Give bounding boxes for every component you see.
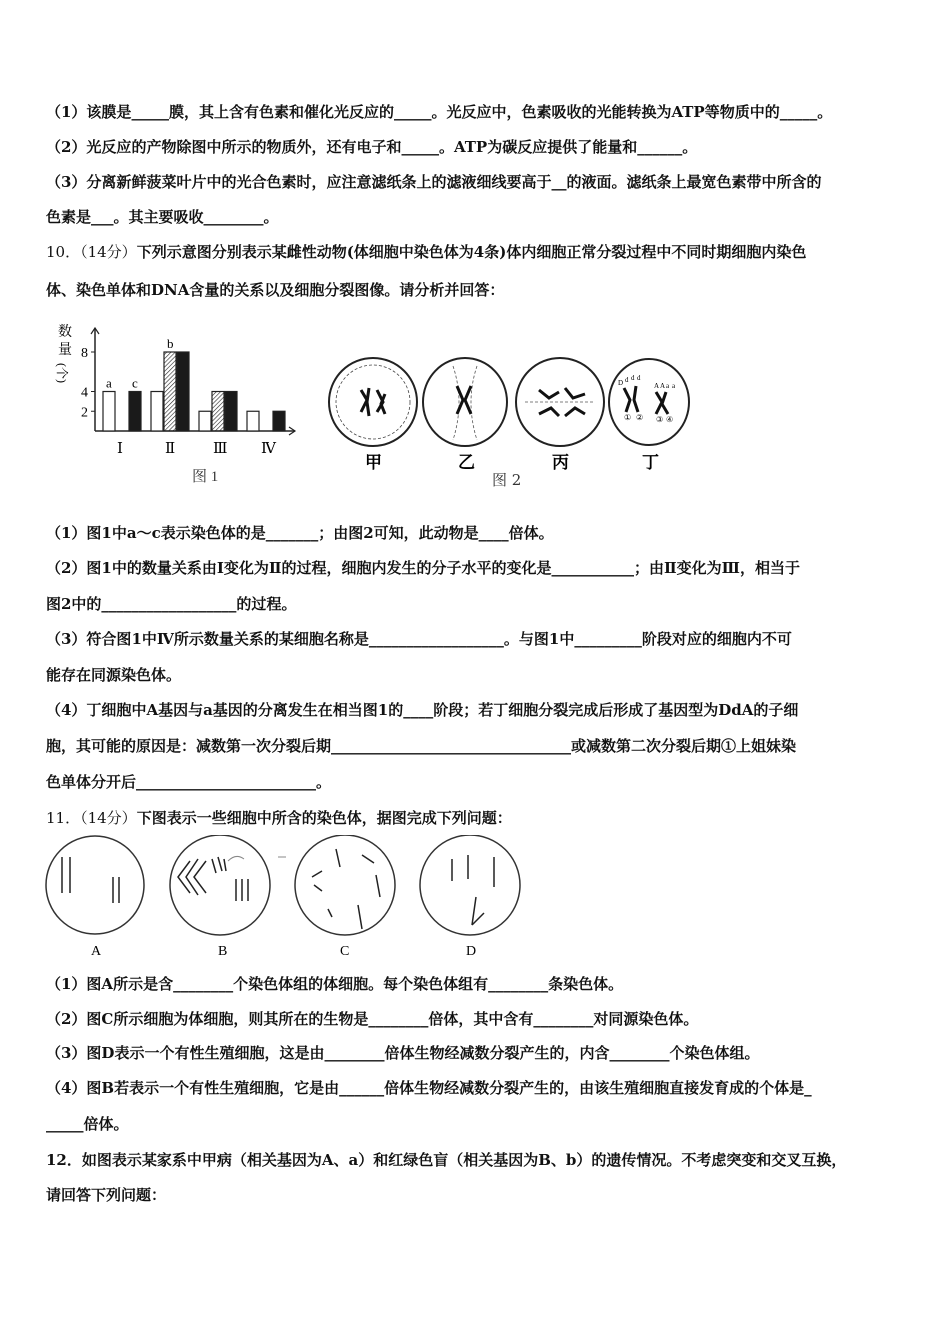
- q10-item-3: （3）符合图1中Ⅳ所示数量关系的某细胞名称是__________________。与图1中_________阶段对应的细胞内不可: [46, 630, 792, 648]
- ding-circled-3: ③: [656, 415, 664, 424]
- category-label: Ⅰ: [117, 441, 123, 457]
- bar-b-2: [164, 352, 176, 431]
- figure-1-bar-chart: [50, 320, 310, 490]
- bar-a-2: [151, 392, 163, 432]
- ding-gene-7: a: [666, 382, 670, 390]
- y-axis-label-2: 量: [58, 343, 72, 358]
- figure-2-cell-division: [325, 350, 625, 495]
- ding-gene-8: a: [672, 382, 676, 390]
- cell-ding-figure: [604, 352, 699, 497]
- cell-bing-label: 丙: [552, 453, 569, 472]
- cell-d: [420, 835, 520, 959]
- cell-d-label: D: [466, 944, 477, 959]
- q11-stem: [46, 808, 512, 828]
- cell-jia-label: 甲: [365, 453, 382, 472]
- q10-stem-text: 下列示意图分别表示某雌性动物(体细胞中染色体为4条)体内细胞正常分裂过程中不同时期细胞内染色: [136, 243, 807, 261]
- q10-item-1: （1）图1中a～c表示染色体的是_______；由图2可知，此动物是____倍体。: [46, 524, 554, 542]
- cell-yi-label: 乙: [458, 453, 475, 472]
- bar-c-3: [225, 392, 237, 432]
- figure-chromosome-cells: [40, 835, 530, 965]
- y-tick-label: 4: [81, 385, 88, 401]
- q11-stem-text: 下图表示一些细胞中所含的染色体，据图完成下列问题：: [136, 809, 512, 827]
- series-label-a: a: [106, 375, 112, 391]
- ding-gene-6: A: [660, 382, 666, 390]
- q11-number: 11．: [46, 809, 81, 827]
- y-tick-label: 8: [81, 346, 88, 361]
- q10-item-4-cont1: 胞，其可能的原因是：减数第一次分裂后期________________________________或减数第二次分裂后期①上姐妹染: [46, 737, 797, 755]
- y-tick-label: 2: [81, 405, 88, 421]
- q12-stem-line1: 12．如图表示某家系中甲病（相关基因为A、a）和红绿色盲（相关基因为B、b）的遗传情况。不考虑突变和交叉互换，: [46, 1151, 847, 1169]
- q11-item-2: （2）图C所示细胞为体细胞，则其所在的生物是________倍体，其中含有________对同源染色体。: [46, 1010, 699, 1028]
- q11-item-3: （3）图D表示一个有性生殖细胞，这是由________倍体生物经减数分裂产生的，内含________个染色体组。: [46, 1044, 760, 1062]
- figure-1-caption: 图 1: [192, 469, 219, 485]
- q12-stem-line2: 请回答下列问题：: [46, 1186, 167, 1204]
- q9-item-3-cont: 色素是___。其主要吸收________。: [46, 208, 279, 226]
- ding-circled-2: ②: [636, 413, 644, 422]
- q10-score: （14分）: [80, 243, 137, 261]
- bar-c-4: [273, 411, 285, 431]
- q9-item-1: （1）该膜是_____膜，其上含有色素和催化光反应的_____。光反应中，色素吸收的光能转换为ATP等物质中的_____。: [46, 103, 833, 121]
- cell-yi: [423, 358, 507, 472]
- ding-gene-2: d: [625, 376, 629, 384]
- q9-item-3: （3）分离新鲜菠菜叶片中的光合色素时，应注意滤纸条上的滤液细线要高于__的液面。滤纸条上最宽色素带中所含的: [46, 173, 822, 191]
- series-label-b: b: [167, 336, 174, 351]
- bar-c-2: [177, 352, 189, 431]
- cell-b: [170, 835, 286, 959]
- q10-item-2-cont: 图2中的__________________的过程。: [46, 595, 297, 613]
- cell-jia: [329, 358, 417, 472]
- cell-b-label: B: [218, 944, 228, 959]
- q9-item-2: （2）光反应的产物除图中所示的物质外，还有电子和_____。ATP为碳反应提供了能量和______。: [46, 138, 698, 156]
- ding-gene-1: D: [618, 379, 624, 387]
- bar-b-3: [212, 392, 224, 432]
- bar-a-4: [247, 411, 259, 431]
- category-label: Ⅱ: [165, 441, 176, 457]
- cell-c: [295, 835, 395, 959]
- cell-c-label: C: [340, 944, 350, 959]
- category-label: Ⅳ: [261, 441, 276, 457]
- q10-stem-line1: [46, 242, 806, 262]
- ding-gene-4: d: [637, 374, 641, 382]
- q11-score: （14分）: [80, 809, 137, 827]
- q11-item-4-cont: _____倍体。: [46, 1115, 129, 1133]
- y-axis-label-1: 数: [58, 325, 72, 340]
- q11-item-4: （4）图B若表示一个有性生殖细胞，它是由______倍体生物经减数分裂产生的，由该生殖细胞直接发育成的个体是_: [46, 1079, 812, 1097]
- cell-ding-label: 丁: [642, 453, 659, 472]
- q10-number: 10．: [46, 243, 81, 261]
- cell-bing: [516, 358, 604, 472]
- ding-gene-5: A: [654, 382, 660, 390]
- bar-c-1: [129, 392, 141, 432]
- ding-circled-4: ④: [666, 415, 674, 424]
- ding-circled-1: ①: [624, 413, 632, 422]
- q10-item-4-cont2: 色单体分开后________________________。: [46, 773, 332, 791]
- series-label-c: c: [132, 375, 138, 391]
- q10-item-2: （2）图1中的数量关系由Ⅰ变化为Ⅱ的过程，细胞内发生的分子水平的变化是___________；由Ⅱ变化为Ⅲ，相当于: [46, 559, 800, 577]
- figure-2-caption: 图 2: [492, 471, 522, 489]
- category-label: Ⅲ: [213, 441, 228, 457]
- bar-a-1: [103, 392, 115, 432]
- q10-stem-line2: 体、染色单体和DNA含量的关系以及细胞分裂图像。请分析并回答：: [46, 281, 505, 299]
- y-axis-label-3: (个): [55, 363, 69, 383]
- bar-a-3: [199, 411, 211, 431]
- cell-a-label: A: [91, 944, 102, 959]
- ding-gene-3: d: [631, 374, 635, 382]
- q11-item-1: （1）图A所示是含________个染色体组的体细胞。每个染色体组有________条染色体。: [46, 975, 624, 993]
- q10-item-3-cont: 能存在同源染色体。: [46, 666, 182, 684]
- cell-a: [46, 836, 144, 959]
- q10-item-4: （4）丁细胞中A基因与a基因的分离发生在相当图1的____阶段；若丁细胞分裂完成后形成了基因型为DdA的子细: [46, 701, 799, 719]
